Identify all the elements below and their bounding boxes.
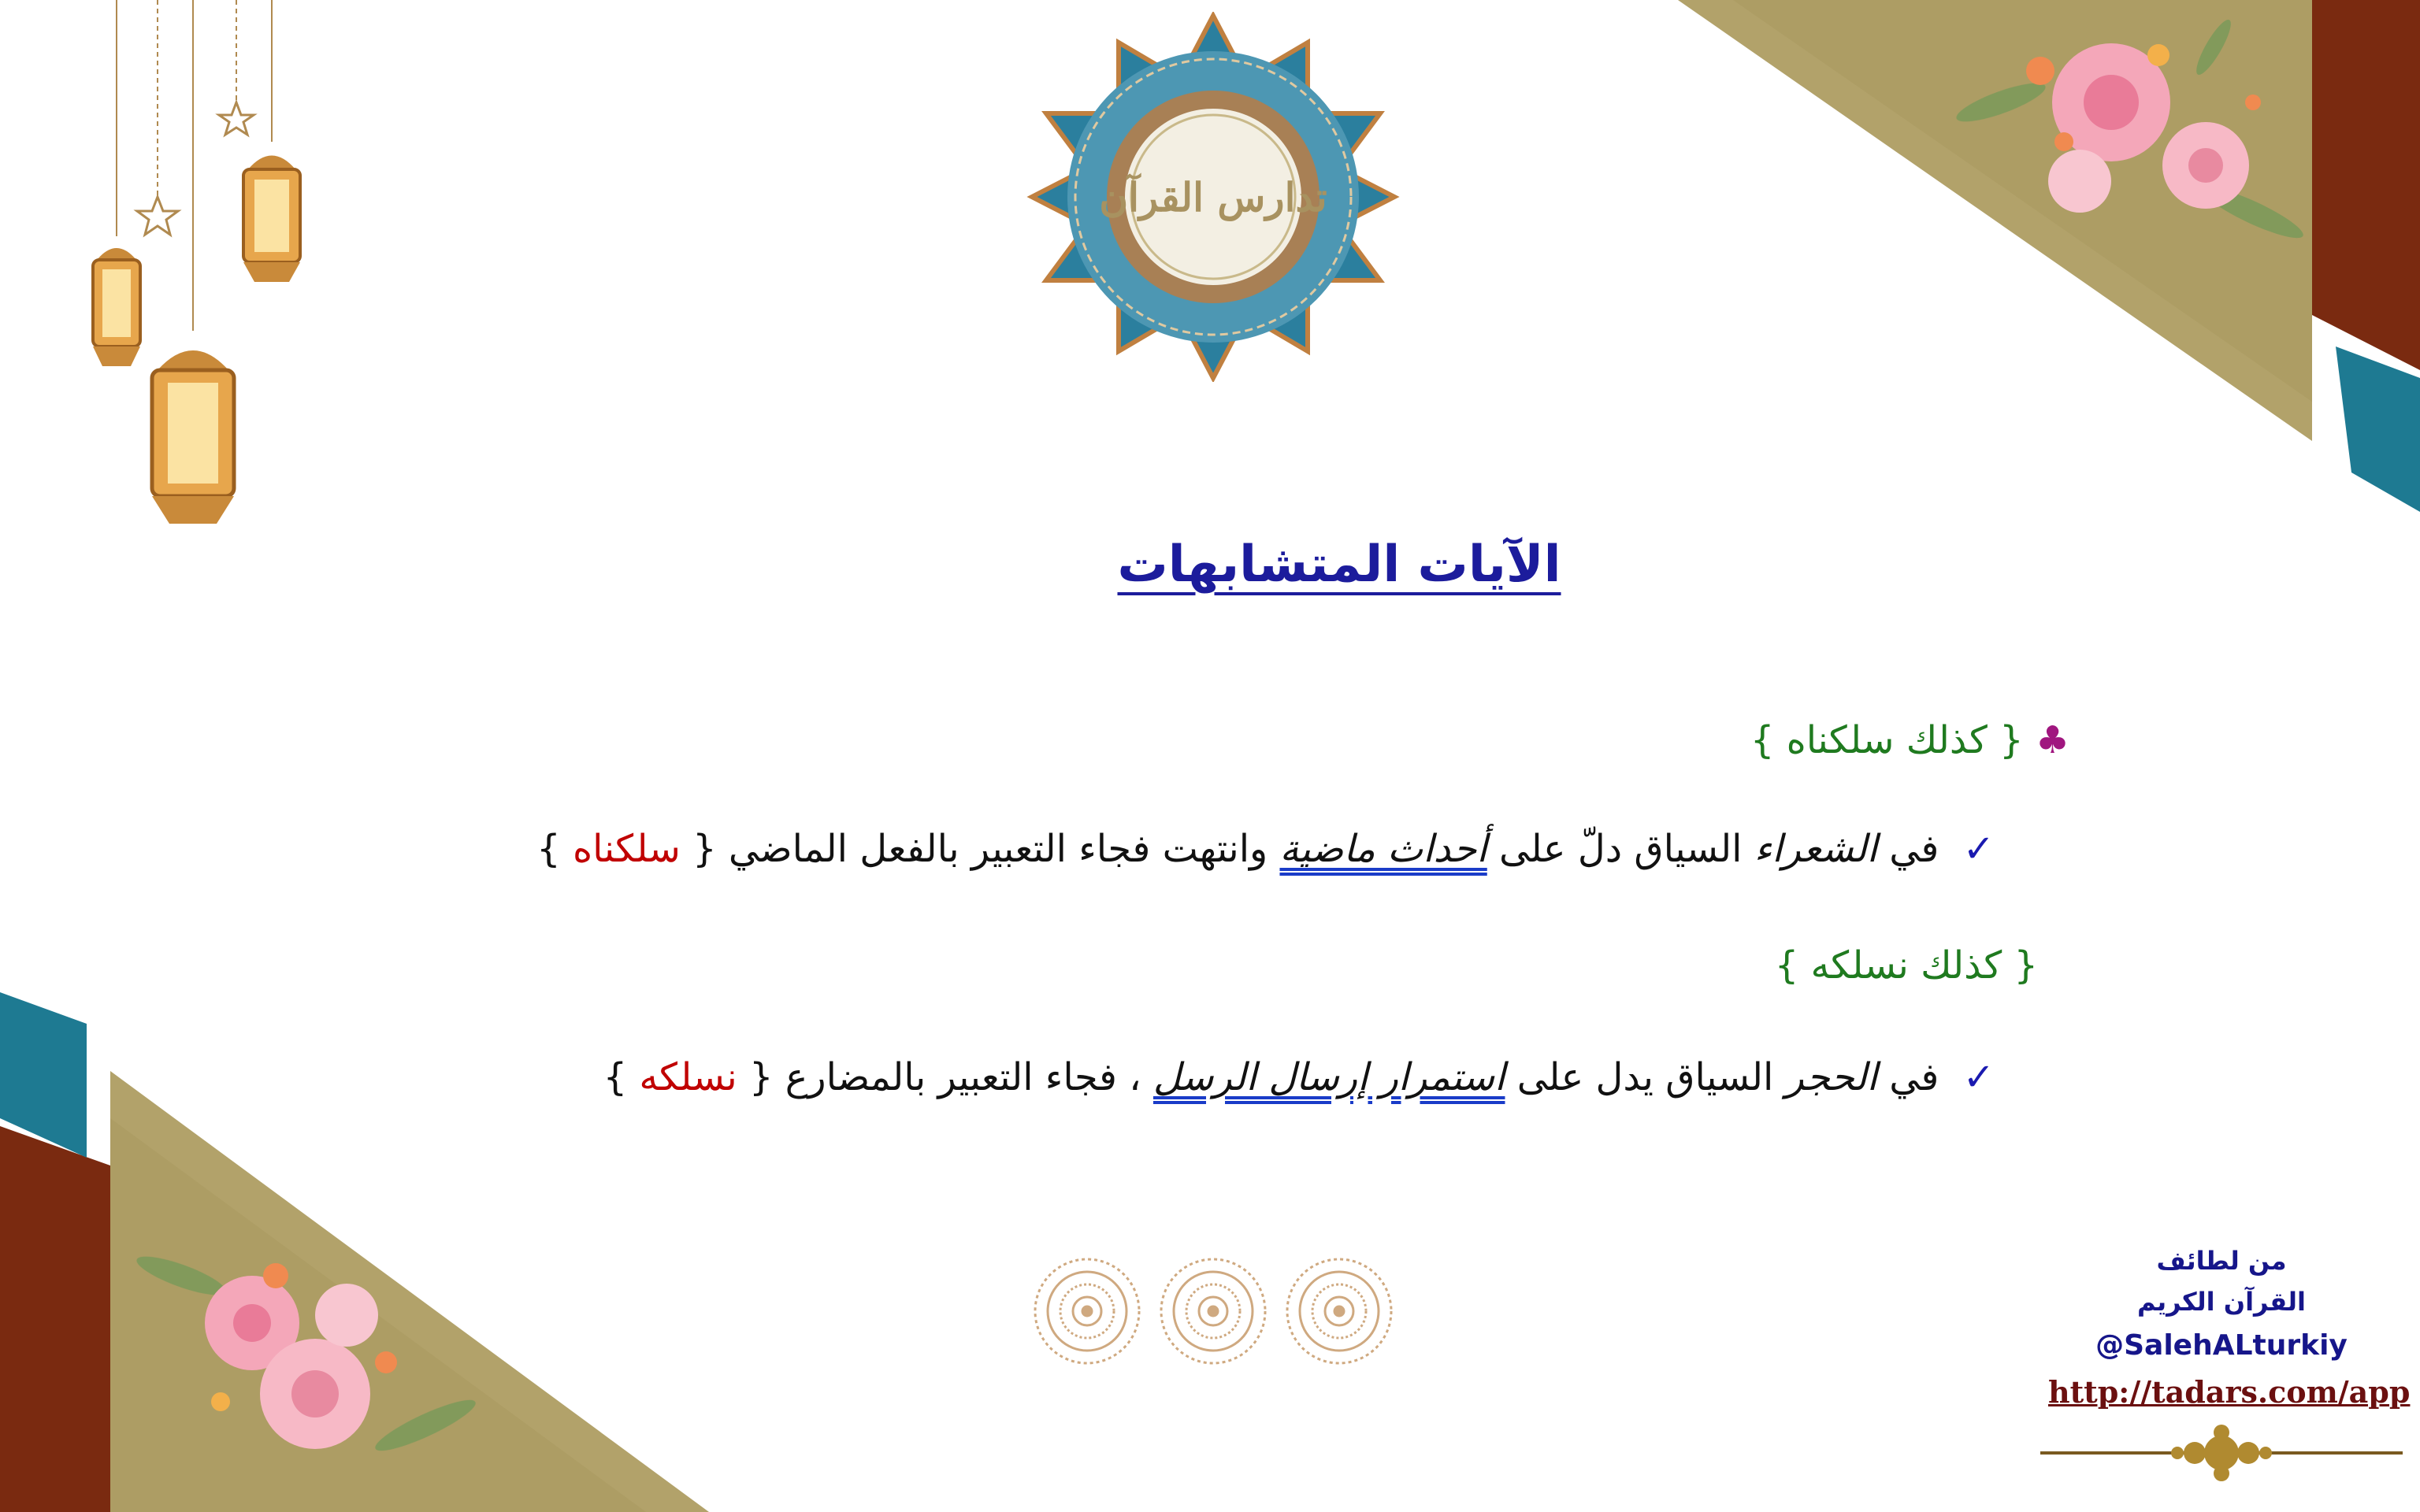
page-title: الآيات المتشابهات [1117,536,1561,594]
list-item [1750,718,2069,762]
quran-medallion-icon [1024,12,1402,382]
text-segment: وانتهت فجاء التعبير بالفعل الماضي { [680,827,1280,871]
credit-block [2048,1240,2411,1415]
surah-name: الحجر [1785,1055,1878,1099]
page-title-wrapper [945,536,1733,594]
list-item [603,1055,1995,1099]
text-segment: في [1877,1055,1939,1099]
website-link[interactable]: http://tadars.com/app [2048,1374,2411,1410]
club-bullet-icon: ♣ [2035,718,2069,762]
text-segment: } [603,1055,640,1099]
emphasis-text: استمرار إرسال الرسل [1152,1055,1505,1099]
highlight-word: سلكناه [572,827,681,871]
emphasis-text: أحداث ماضية [1279,827,1487,871]
lantern-icon [71,0,331,536]
text-segment: السياق دلّ على [1487,827,1754,871]
flower-bouquet-icon [1954,8,2316,276]
logo-text: تدارس القرآن [1099,174,1327,220]
twitter-handle: @SalehALturkiy [2095,1329,2348,1362]
highlight-word: نسلكه [639,1055,737,1099]
text-segment: ، فجاء التعبير بالمضارع { [737,1055,1153,1099]
verse-phrase: { كذلك نسلكه } [1774,943,2038,988]
text-segment: في [1877,827,1939,871]
list-item [536,827,1995,871]
list-item [1775,943,2038,988]
credit-line2: القرآن الكريم [2137,1287,2306,1317]
credit-line1: من لطائف [2156,1246,2287,1276]
surah-name: الشعراء [1754,827,1878,871]
check-icon: ✓ [1962,1055,1995,1099]
star-icon [137,197,178,235]
verse-phrase: { كذلك سلكناه } [1750,718,2024,762]
ornament-divider-icon [2036,1418,2407,1488]
text-segment: السياق يدل على [1505,1055,1786,1099]
flower-bouquet-icon [126,1228,488,1512]
check-icon: ✓ [1962,827,1995,871]
text-segment: } [536,827,573,871]
mandala-icon [1024,1252,1402,1370]
